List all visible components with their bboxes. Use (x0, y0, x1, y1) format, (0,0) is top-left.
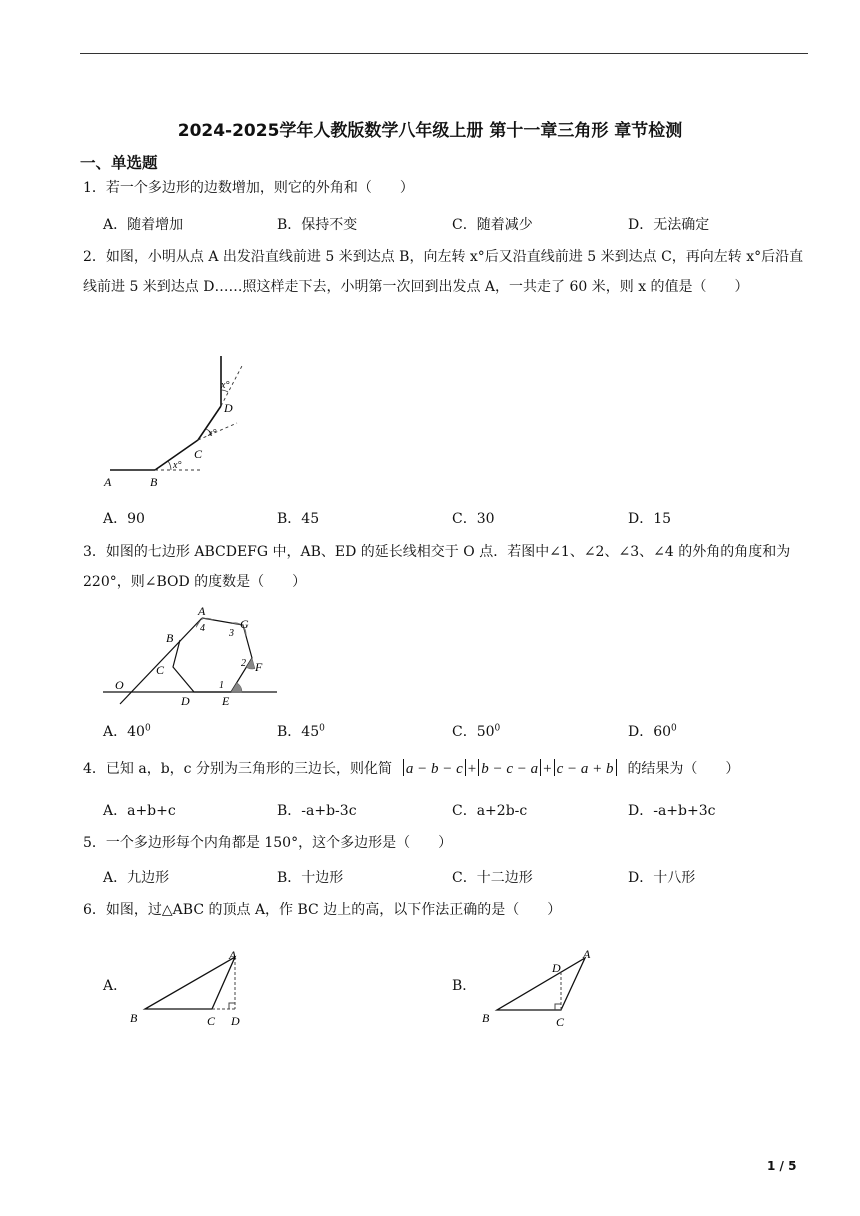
question-3-option-c[interactable]: C．$50^0$ (452, 723, 501, 740)
degree-superscript: 0 (144, 723, 151, 734)
label-angle-3: 3 (229, 628, 234, 639)
line-oa (120, 618, 202, 704)
page-number: 1 / 5 (767, 1159, 797, 1173)
label-angle-x-1: x° (173, 460, 182, 471)
question-6-figure-a[interactable] (125, 945, 255, 1030)
label-point-c: C (156, 663, 165, 677)
label-point-c: C (207, 1014, 216, 1028)
label-point-e: E (222, 694, 230, 708)
label-point-c: C (194, 447, 203, 461)
label-point-b: B (130, 1011, 138, 1025)
label-point-d: D (552, 961, 561, 975)
abs-expression: a − b − c + b − c − a + c − a + b (401, 761, 619, 777)
question-4-option-d[interactable]: D．-a+b+3c (628, 803, 716, 819)
degree-superscript: 0 (494, 723, 501, 734)
label-point-a: A (104, 475, 112, 489)
label-point-d: D (224, 401, 233, 415)
question-6-figure-b[interactable] (475, 942, 605, 1030)
label-point-a: A (229, 948, 237, 962)
question-3-option-b[interactable]: B．$45^0$ (277, 723, 325, 740)
label-angle-2: 2 (241, 658, 246, 669)
question-4-stem: 4．已知 a，b，c 分别为三角形的三边长，则化简 a − b − c + b − c − a + c − a + b 的结果为（ ） (83, 761, 740, 777)
label-point-o: O (115, 678, 124, 692)
label-point-b: B (166, 631, 174, 645)
question-2-stem: 2．如图，小明从点 A 出发沿直线前进 5 米到达点 B，向左转 x°后又沿直线前进 5 米到达点 C，再向左转 x°后沿直线前进 5 米到达点 D……照这样走下去，小明第一次回到出发点 A，一共走了 60 米，则 x 的值是（ ） (83, 249, 804, 295)
header-rule (80, 53, 808, 54)
question-5-option-c[interactable]: C．十二边形 (452, 870, 533, 886)
label-point-b: B (482, 1011, 490, 1025)
label-point-a: A (198, 604, 206, 618)
question-5-stem: 5．一个多边形每个内角都是 150°，这个多边形是（ ） (83, 835, 453, 851)
question-1-option-b[interactable]: B．保持不变 (277, 217, 358, 233)
label-point-a: A (583, 947, 591, 961)
label-point-f: F (255, 660, 263, 674)
question-6-stem: 6．如图，过△ABC 的顶点 A，作 BC 边上的高，以下作法正确的是（ ） (83, 902, 562, 918)
label-point-d: D (181, 694, 190, 708)
question-6-option-b[interactable]: B． (452, 978, 477, 994)
label-angle-x-3: x° (221, 380, 230, 391)
question-1-option-a[interactable]: A．随着增加 (103, 217, 184, 233)
question-4-option-b[interactable]: B．-a+b-3c (277, 803, 357, 819)
label-point-g: G (240, 617, 249, 631)
label-angle-1: 1 (219, 680, 224, 691)
question-2-option-b[interactable]: B．45 (277, 511, 320, 527)
label-angle-x-2: x° (208, 428, 217, 439)
section-heading: 一、单选题 (80, 154, 158, 172)
question-3-stem: 3．如图的七边形 ABCDEFG 中，AB、ED 的延长线相交于 O 点．若图中∠1、∠2、∠3、∠4 的外角的角度和为 220°，则∠BOD 的度数是（ ） (83, 544, 791, 590)
question-3-option-a[interactable]: A．$40^0$ (103, 723, 151, 740)
question-3-figure (100, 600, 280, 710)
question-1-option-d[interactable]: D．无法确定 (628, 217, 710, 233)
question-5-option-b[interactable]: B．十边形 (277, 870, 344, 886)
degree-superscript: 0 (319, 723, 325, 734)
question-2-option-c[interactable]: C．30 (452, 511, 495, 527)
label-angle-4: 4 (200, 623, 205, 634)
question-2-option-a[interactable]: A．90 (103, 511, 145, 527)
degree-superscript: 0 (671, 723, 677, 734)
page-title: 2024-2025学年人教版数学八年级上册 第十一章三角形 章节检测 (177, 121, 683, 141)
question-2-figure (100, 350, 260, 492)
question-5-option-d[interactable]: D．十八形 (628, 870, 696, 886)
question-4-option-a[interactable]: A．a+b+c (103, 803, 176, 819)
question-1-stem: 1．若一个多边形的边数增加，则它的外角和（ ） (83, 180, 414, 196)
label-point-c: C (556, 1015, 565, 1029)
label-point-d: D (231, 1014, 240, 1028)
angle-mark-1 (231, 683, 242, 692)
question-5-option-a[interactable]: A．九边形 (103, 870, 170, 886)
label-point-b: B (150, 475, 158, 489)
question-3-option-d[interactable]: D．$60^0$ (628, 723, 677, 740)
question-6-option-a[interactable]: A． (103, 978, 128, 994)
question-4-option-c[interactable]: C．a+2b-c (452, 803, 528, 819)
question-2-option-d[interactable]: D．15 (628, 511, 672, 527)
question-1-option-c[interactable]: C．随着减少 (452, 217, 533, 233)
